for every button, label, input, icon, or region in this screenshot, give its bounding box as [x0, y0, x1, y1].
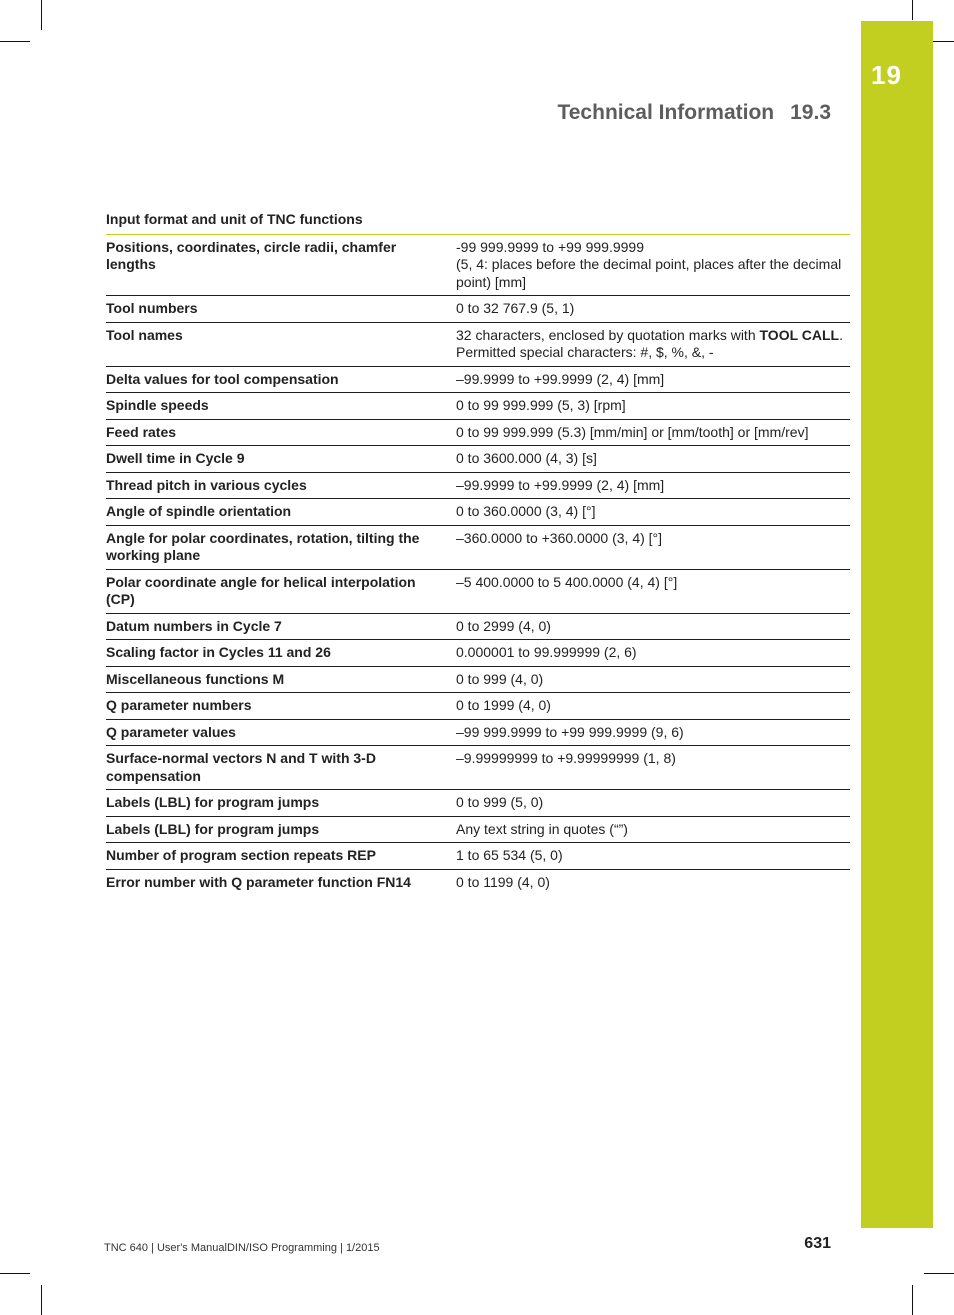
row-value — [456, 790, 850, 817]
row-value — [456, 296, 850, 323]
row-value — [456, 869, 850, 895]
table-row — [106, 666, 850, 693]
table-row — [106, 843, 850, 870]
table-body — [106, 234, 850, 895]
page-header — [557, 101, 831, 125]
row-value — [456, 666, 850, 693]
row-label: Datum numbers in Cycle 7 — [106, 613, 456, 640]
footer-text: TNC 640 | User's ManualDIN/ISO Programming | 1/2015 — [104, 1242, 380, 1254]
row-label: Q parameter numbers — [106, 693, 456, 720]
crop-mark — [41, 0, 42, 30]
table-row — [106, 693, 850, 720]
row-value — [456, 746, 850, 790]
row-value — [456, 393, 850, 420]
row-value — [456, 693, 850, 720]
row-label: Spindle speeds — [106, 393, 456, 420]
crop-mark — [0, 41, 30, 42]
table-caption: Input format and unit of TNC functions — [106, 210, 850, 234]
row-label: Error number with Q parameter function FN14 — [106, 873, 411, 890]
row-value-line: 0 to 1999 (4, 0) — [456, 697, 551, 713]
table-row — [106, 366, 850, 393]
crop-mark — [912, 0, 913, 20]
row-value — [456, 525, 850, 569]
row-value-line: 0 to 360.0000 (3, 4) [°] — [456, 503, 596, 519]
row-value — [456, 446, 850, 473]
row-value — [456, 640, 850, 667]
table-row — [106, 569, 850, 613]
row-value-line: Any text string in quotes (“”) — [456, 820, 628, 837]
crop-mark — [924, 1273, 954, 1274]
row-label: Thread pitch in various cycles — [106, 472, 456, 499]
row-value-line: 0.000001 to 99.999999 (2, 6) — [456, 644, 637, 660]
table-row — [106, 525, 850, 569]
row-value-line: –99.9999 to +99.9999 (2, 4) [mm] — [456, 476, 665, 493]
row-value — [456, 322, 850, 366]
row-value-line: 0 to 99 999.999 (5.3) [mm/min] or [mm/tooth] or [mm/rev] — [456, 423, 809, 440]
row-label: Tool numbers — [106, 296, 456, 323]
row-label: Number of program section repeats REP — [106, 843, 456, 870]
row-label: Polar coordinate angle for helical interpolation (CP) — [106, 569, 456, 613]
row-label: Surface-normal vectors N and T with 3-D compensation — [106, 746, 456, 790]
row-value-line: –99.9999 to +99.9999 (2, 4) [mm] — [456, 370, 665, 387]
row-value-line: 0 to 1199 (4, 0) — [456, 873, 550, 890]
row-value-line: –360.0000 to +360.0000 (3, 4) [°] — [456, 529, 663, 546]
row-value — [456, 366, 850, 393]
page-number: 631 — [804, 1235, 831, 1252]
row-value-keyword: TOOL CALL — [759, 326, 840, 343]
table-row — [106, 640, 850, 667]
header-section-number: 19.3 — [790, 101, 831, 124]
row-value-line: 0 to 3600.000 (4, 3) [s] — [456, 450, 597, 466]
row-value-line: 0 to 999 (5, 0) — [456, 794, 544, 810]
row-value — [456, 843, 850, 870]
row-label: Angle of spindle orientation — [106, 499, 456, 526]
row-value — [456, 816, 850, 843]
chapter-number: 19 — [871, 60, 902, 90]
row-value — [456, 719, 850, 746]
row-value-text: . Permitted special characters: #, $, %, &, - — [456, 326, 843, 360]
header-title: Technical Information — [557, 101, 775, 124]
row-label: Labels (LBL) for program jumps — [106, 790, 456, 817]
row-label: Tool names — [106, 322, 456, 366]
row-value-line: 0 to 999 (4, 0) — [456, 670, 544, 687]
table-row — [106, 322, 850, 366]
row-value-text: 32 characters, enclosed by quotation marks with — [456, 326, 760, 343]
row-label: Positions, coordinates, circle radii, chamfer lengths — [106, 234, 456, 296]
row-label: Delta values for tool compensation — [106, 366, 456, 393]
table-row — [106, 419, 850, 446]
table-row — [106, 790, 850, 817]
table-row — [106, 719, 850, 746]
row-value-line: –9.99999999 to +9.99999999 (1, 8) — [456, 750, 676, 766]
row-value — [456, 613, 850, 640]
row-value-line: –99 999.9999 to +99 999.9999 (9, 6) — [456, 723, 684, 740]
table-row — [106, 499, 850, 526]
row-value-line: –5 400.0000 to 5 400.0000 (4, 4) [°] — [456, 573, 678, 590]
row-value-line: 0 to 99 999.999 (5, 3) [rpm] — [456, 397, 626, 413]
table-row — [106, 393, 850, 420]
input-format-table — [106, 210, 850, 895]
crop-mark — [41, 1285, 42, 1315]
row-label: Angle for polar coordinates, rotation, tilting the working plane — [106, 525, 456, 569]
row-value-line: -99 999.9999 to +99 999.9999 — [456, 238, 645, 255]
row-value — [456, 499, 850, 526]
table-header-row — [106, 210, 850, 234]
row-value — [456, 234, 850, 296]
row-value — [456, 472, 850, 499]
row-label: Scaling factor in Cycles 11 and 26 — [106, 640, 456, 667]
row-value — [456, 419, 850, 446]
row-value-line: 0 to 32 767.9 (5, 1) — [456, 300, 575, 316]
crop-mark — [0, 1273, 30, 1274]
table-row — [106, 472, 850, 499]
table-row — [106, 746, 850, 790]
table-row — [106, 234, 850, 296]
row-value-line: 0 to 2999 (4, 0) — [456, 617, 551, 634]
row-value-line: 1 to 65 534 (5, 0) — [456, 847, 563, 863]
row-label: Feed rates — [106, 419, 456, 446]
row-label: Miscellaneous functions M — [106, 666, 456, 693]
table-row — [106, 816, 850, 843]
crop-mark — [912, 1285, 913, 1315]
table-row — [106, 446, 850, 473]
table-row — [106, 869, 850, 895]
row-value — [456, 569, 850, 613]
table-row — [106, 296, 850, 323]
row-value-line: (5, 4: places before the decimal point, places after the decimal point) [mm] — [456, 256, 842, 290]
row-label: Dwell time in Cycle 9 — [106, 446, 456, 473]
row-label: Labels (LBL) for program jumps — [106, 816, 456, 843]
chapter-tab — [861, 21, 933, 1228]
table-row — [106, 613, 850, 640]
row-label: Q parameter values — [106, 719, 456, 746]
